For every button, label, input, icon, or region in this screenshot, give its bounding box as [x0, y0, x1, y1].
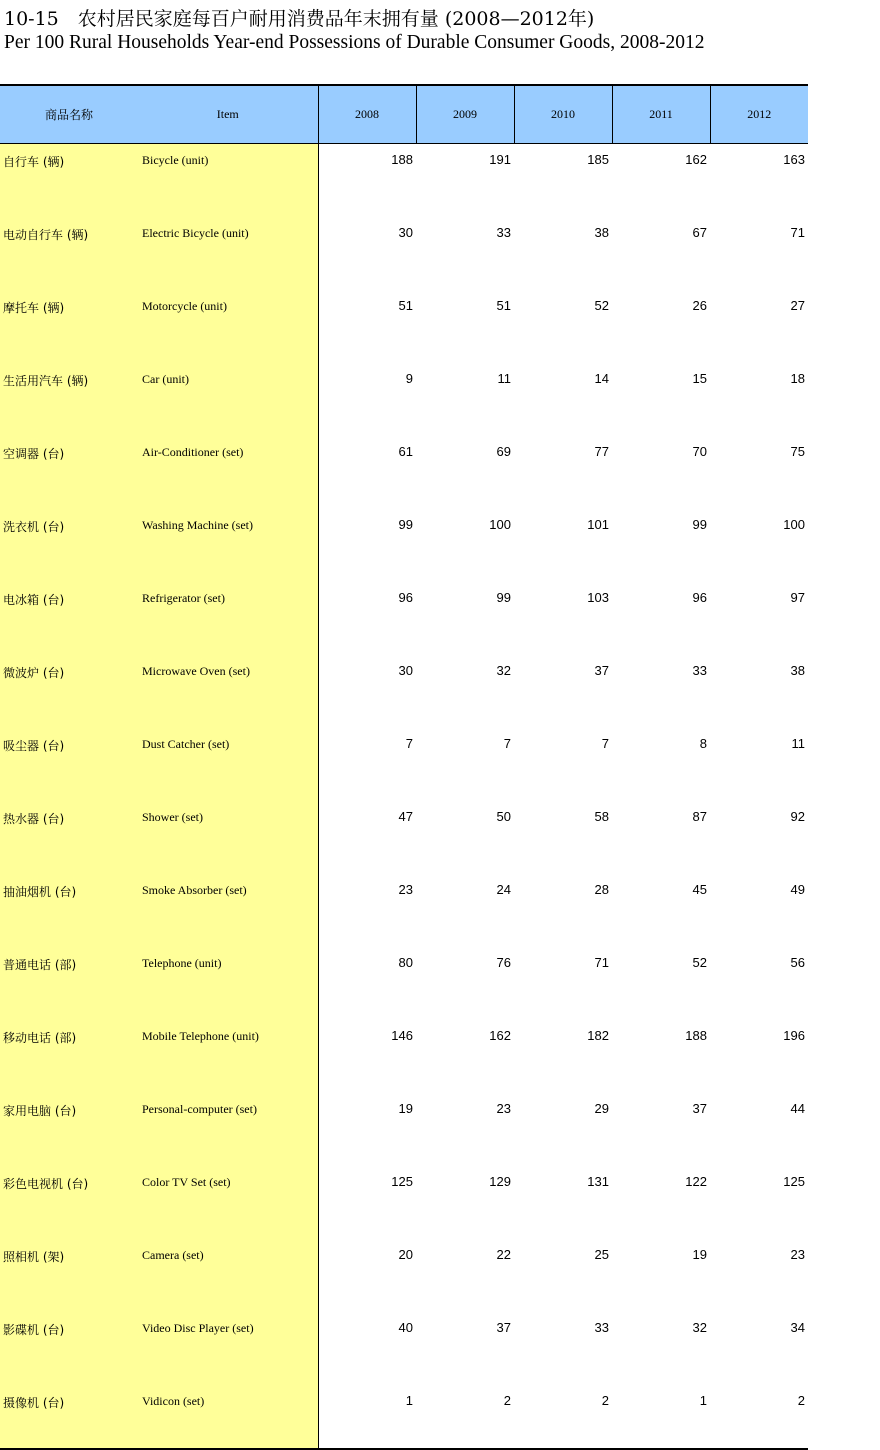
table-row [0, 728, 808, 801]
value-cell-2009: 11 [497, 371, 511, 386]
table-title-chinese: 10-15 农村居民家庭每百户耐用消费品年末拥有量 (2008—2012年) [4, 8, 595, 30]
value-cell-2012: 97 [790, 590, 805, 605]
item-name-cn: 摄像机 (台) [0, 1385, 138, 1449]
item-name-cn: 洗衣机 (台) [0, 509, 138, 582]
table-row [0, 582, 808, 655]
value-cell-2008: 96 [398, 590, 413, 605]
table-row [0, 436, 808, 509]
value-cell-2010: 33 [594, 1320, 609, 1335]
value-cell-2011: 26 [692, 298, 707, 313]
item-name-cn: 生活用汽车 (辆) [0, 363, 138, 436]
value-cell-2008: 23 [398, 882, 413, 897]
value-cell-2011: 162 [685, 152, 707, 167]
value-cell-2010: 131 [587, 1174, 609, 1189]
value-cell-2011: 70 [692, 444, 707, 459]
table-row [0, 217, 808, 290]
value-cell-2009: 32 [496, 663, 511, 678]
value-cell-2009: 162 [489, 1028, 511, 1043]
item-name-cn: 移动电话 (部) [0, 1020, 138, 1093]
table-row [0, 363, 808, 436]
value-cell-2012: 38 [790, 663, 805, 678]
item-name-cn: 微波炉 (台) [0, 655, 138, 728]
value-cell-2009: 37 [496, 1320, 511, 1335]
item-name-cn: 电动自行车 (辆) [0, 217, 138, 290]
value-cell-2012: 44 [790, 1101, 805, 1116]
value-cell-2012: 125 [783, 1174, 805, 1189]
value-cell-2009: 99 [496, 590, 511, 605]
value-cell-2008: 99 [398, 517, 413, 532]
table-row [0, 874, 808, 947]
value-cell-2010: 37 [594, 663, 609, 678]
value-cell-2011: 8 [699, 736, 707, 751]
value-cell-2010: 29 [594, 1101, 609, 1116]
item-name-cn: 电冰箱 (台) [0, 582, 138, 655]
value-cell-2008: 146 [391, 1028, 413, 1043]
value-cell-2011: 52 [692, 955, 707, 970]
item-name-cn: 抽油烟机 (台) [0, 874, 138, 947]
header-year-2010: 2010 [514, 85, 612, 144]
item-name-en: Bicycle (unit) [138, 144, 318, 218]
item-name-cn: 照相机 (架) [0, 1239, 138, 1312]
item-name-en: Shower (set) [138, 801, 318, 874]
value-cell-2011: 33 [692, 663, 707, 678]
value-cell-2012: 75 [790, 444, 805, 459]
item-name-en: Air-Conditioner (set) [138, 436, 318, 509]
value-cell-2011: 122 [685, 1174, 707, 1189]
value-cell-2012: 27 [790, 298, 805, 313]
table-row [0, 290, 808, 363]
value-cell-2012: 92 [790, 809, 805, 824]
header-item-en: Item [138, 85, 318, 144]
value-cell-2010: 7 [601, 736, 609, 751]
value-cell-2008: 20 [398, 1247, 413, 1262]
value-cell-2011: 37 [692, 1101, 707, 1116]
value-cell-2010: 182 [587, 1028, 609, 1043]
table-row [0, 947, 808, 1020]
value-cell-2009: 23 [496, 1101, 511, 1116]
table-body [0, 144, 808, 1450]
value-cell-2010: 71 [594, 955, 609, 970]
item-name-en: Refrigerator (set) [138, 582, 318, 655]
table-row [0, 509, 808, 582]
item-name-cn: 摩托车 (辆) [0, 290, 138, 363]
item-name-en: Telephone (unit) [138, 947, 318, 1020]
table-row [0, 144, 808, 218]
value-cell-2012: 18 [790, 371, 805, 386]
table-title-english: Per 100 Rural Households Year-end Possessions of Durable Consumer Goods, 2008-2012 [4, 32, 705, 53]
value-cell-2010: 25 [594, 1247, 609, 1262]
value-cell-2010: 52 [594, 298, 609, 313]
header-year-2012: 2012 [710, 85, 808, 144]
item-name-cn: 热水器 (台) [0, 801, 138, 874]
header-year-2008: 2008 [318, 85, 416, 144]
item-name-en: Microwave Oven (set) [138, 655, 318, 728]
value-cell-2012: 100 [783, 517, 805, 532]
value-cell-2012: 196 [783, 1028, 805, 1043]
possessions-table [0, 84, 808, 1450]
item-name-en: Electric Bicycle (unit) [138, 217, 318, 290]
value-cell-2009: 51 [496, 298, 511, 313]
value-cell-2012: 163 [783, 152, 805, 167]
item-name-en: Motorcycle (unit) [138, 290, 318, 363]
value-cell-2011: 96 [692, 590, 707, 605]
value-cell-2012: 49 [790, 882, 805, 897]
value-cell-2012: 23 [790, 1247, 805, 1262]
value-cell-2010: 2 [601, 1393, 609, 1408]
value-cell-2011: 45 [692, 882, 707, 897]
value-cell-2011: 99 [692, 517, 707, 532]
table-row [0, 1020, 808, 1093]
value-cell-2011: 87 [692, 809, 707, 824]
table-row [0, 1239, 808, 1312]
value-cell-2009: 22 [496, 1247, 511, 1262]
value-cell-2009: 33 [496, 225, 511, 240]
value-cell-2010: 103 [587, 590, 609, 605]
value-cell-2011: 1 [699, 1393, 707, 1408]
table-row [0, 1385, 808, 1449]
item-name-en: Vidicon (set) [138, 1385, 318, 1449]
value-cell-2010: 38 [594, 225, 609, 240]
value-cell-2008: 9 [405, 371, 413, 386]
table-row [0, 1166, 808, 1239]
value-cell-2008: 30 [398, 225, 413, 240]
value-cell-2009: 100 [489, 517, 511, 532]
table-row [0, 1312, 808, 1385]
value-cell-2011: 67 [692, 225, 707, 240]
value-cell-2008: 51 [398, 298, 413, 313]
item-name-en: Video Disc Player (set) [138, 1312, 318, 1385]
item-name-cn: 自行车 (辆) [0, 144, 138, 218]
item-name-cn: 空调器 (台) [0, 436, 138, 509]
value-cell-2008: 61 [398, 444, 413, 459]
item-name-en: Car (unit) [138, 363, 318, 436]
item-name-en: Dust Catcher (set) [138, 728, 318, 801]
item-name-cn: 影碟机 (台) [0, 1312, 138, 1385]
value-cell-2008: 188 [391, 152, 413, 167]
item-name-cn: 彩色电视机 (台) [0, 1166, 138, 1239]
value-cell-2008: 7 [405, 736, 413, 751]
value-cell-2011: 188 [685, 1028, 707, 1043]
header-year-2011: 2011 [612, 85, 710, 144]
item-name-cn: 吸尘器 (台) [0, 728, 138, 801]
item-name-en: Color TV Set (set) [138, 1166, 318, 1239]
value-cell-2010: 77 [594, 444, 609, 459]
item-name-en: Camera (set) [138, 1239, 318, 1312]
value-cell-2010: 14 [594, 371, 609, 386]
value-cell-2011: 15 [692, 371, 707, 386]
value-cell-2008: 125 [391, 1174, 413, 1189]
value-cell-2012: 2 [797, 1393, 805, 1408]
table-row [0, 801, 808, 874]
header-item-cn: 商品名称 [0, 85, 138, 144]
item-name-en: Personal-computer (set) [138, 1093, 318, 1166]
table-row [0, 655, 808, 728]
value-cell-2009: 7 [503, 736, 511, 751]
value-cell-2009: 2 [503, 1393, 511, 1408]
value-cell-2010: 185 [587, 152, 609, 167]
value-cell-2008: 1 [405, 1393, 413, 1408]
table-row [0, 1093, 808, 1166]
value-cell-2008: 40 [398, 1320, 413, 1335]
value-cell-2008: 47 [398, 809, 413, 824]
value-cell-2012: 71 [790, 225, 805, 240]
value-cell-2012: 56 [790, 955, 805, 970]
value-cell-2012: 11 [791, 736, 805, 751]
value-cell-2009: 24 [496, 882, 511, 897]
value-cell-2011: 32 [692, 1320, 707, 1335]
value-cell-2008: 30 [398, 663, 413, 678]
item-name-cn: 普通电话 (部) [0, 947, 138, 1020]
value-cell-2009: 50 [496, 809, 511, 824]
item-name-en: Washing Machine (set) [138, 509, 318, 582]
value-cell-2009: 129 [489, 1174, 511, 1189]
value-cell-2009: 191 [489, 152, 511, 167]
value-cell-2008: 80 [398, 955, 413, 970]
item-name-en: Mobile Telephone (unit) [138, 1020, 318, 1093]
header-year-2009: 2009 [416, 85, 514, 144]
value-cell-2012: 34 [790, 1320, 805, 1335]
value-cell-2008: 19 [398, 1101, 413, 1116]
value-cell-2010: 101 [587, 517, 609, 532]
value-cell-2011: 19 [692, 1247, 707, 1262]
value-cell-2010: 58 [594, 809, 609, 824]
value-cell-2009: 76 [496, 955, 511, 970]
item-name-cn: 家用电脑 (台) [0, 1093, 138, 1166]
item-name-en: Smoke Absorber (set) [138, 874, 318, 947]
header-row [0, 85, 808, 144]
value-cell-2010: 28 [594, 882, 609, 897]
value-cell-2009: 69 [496, 444, 511, 459]
